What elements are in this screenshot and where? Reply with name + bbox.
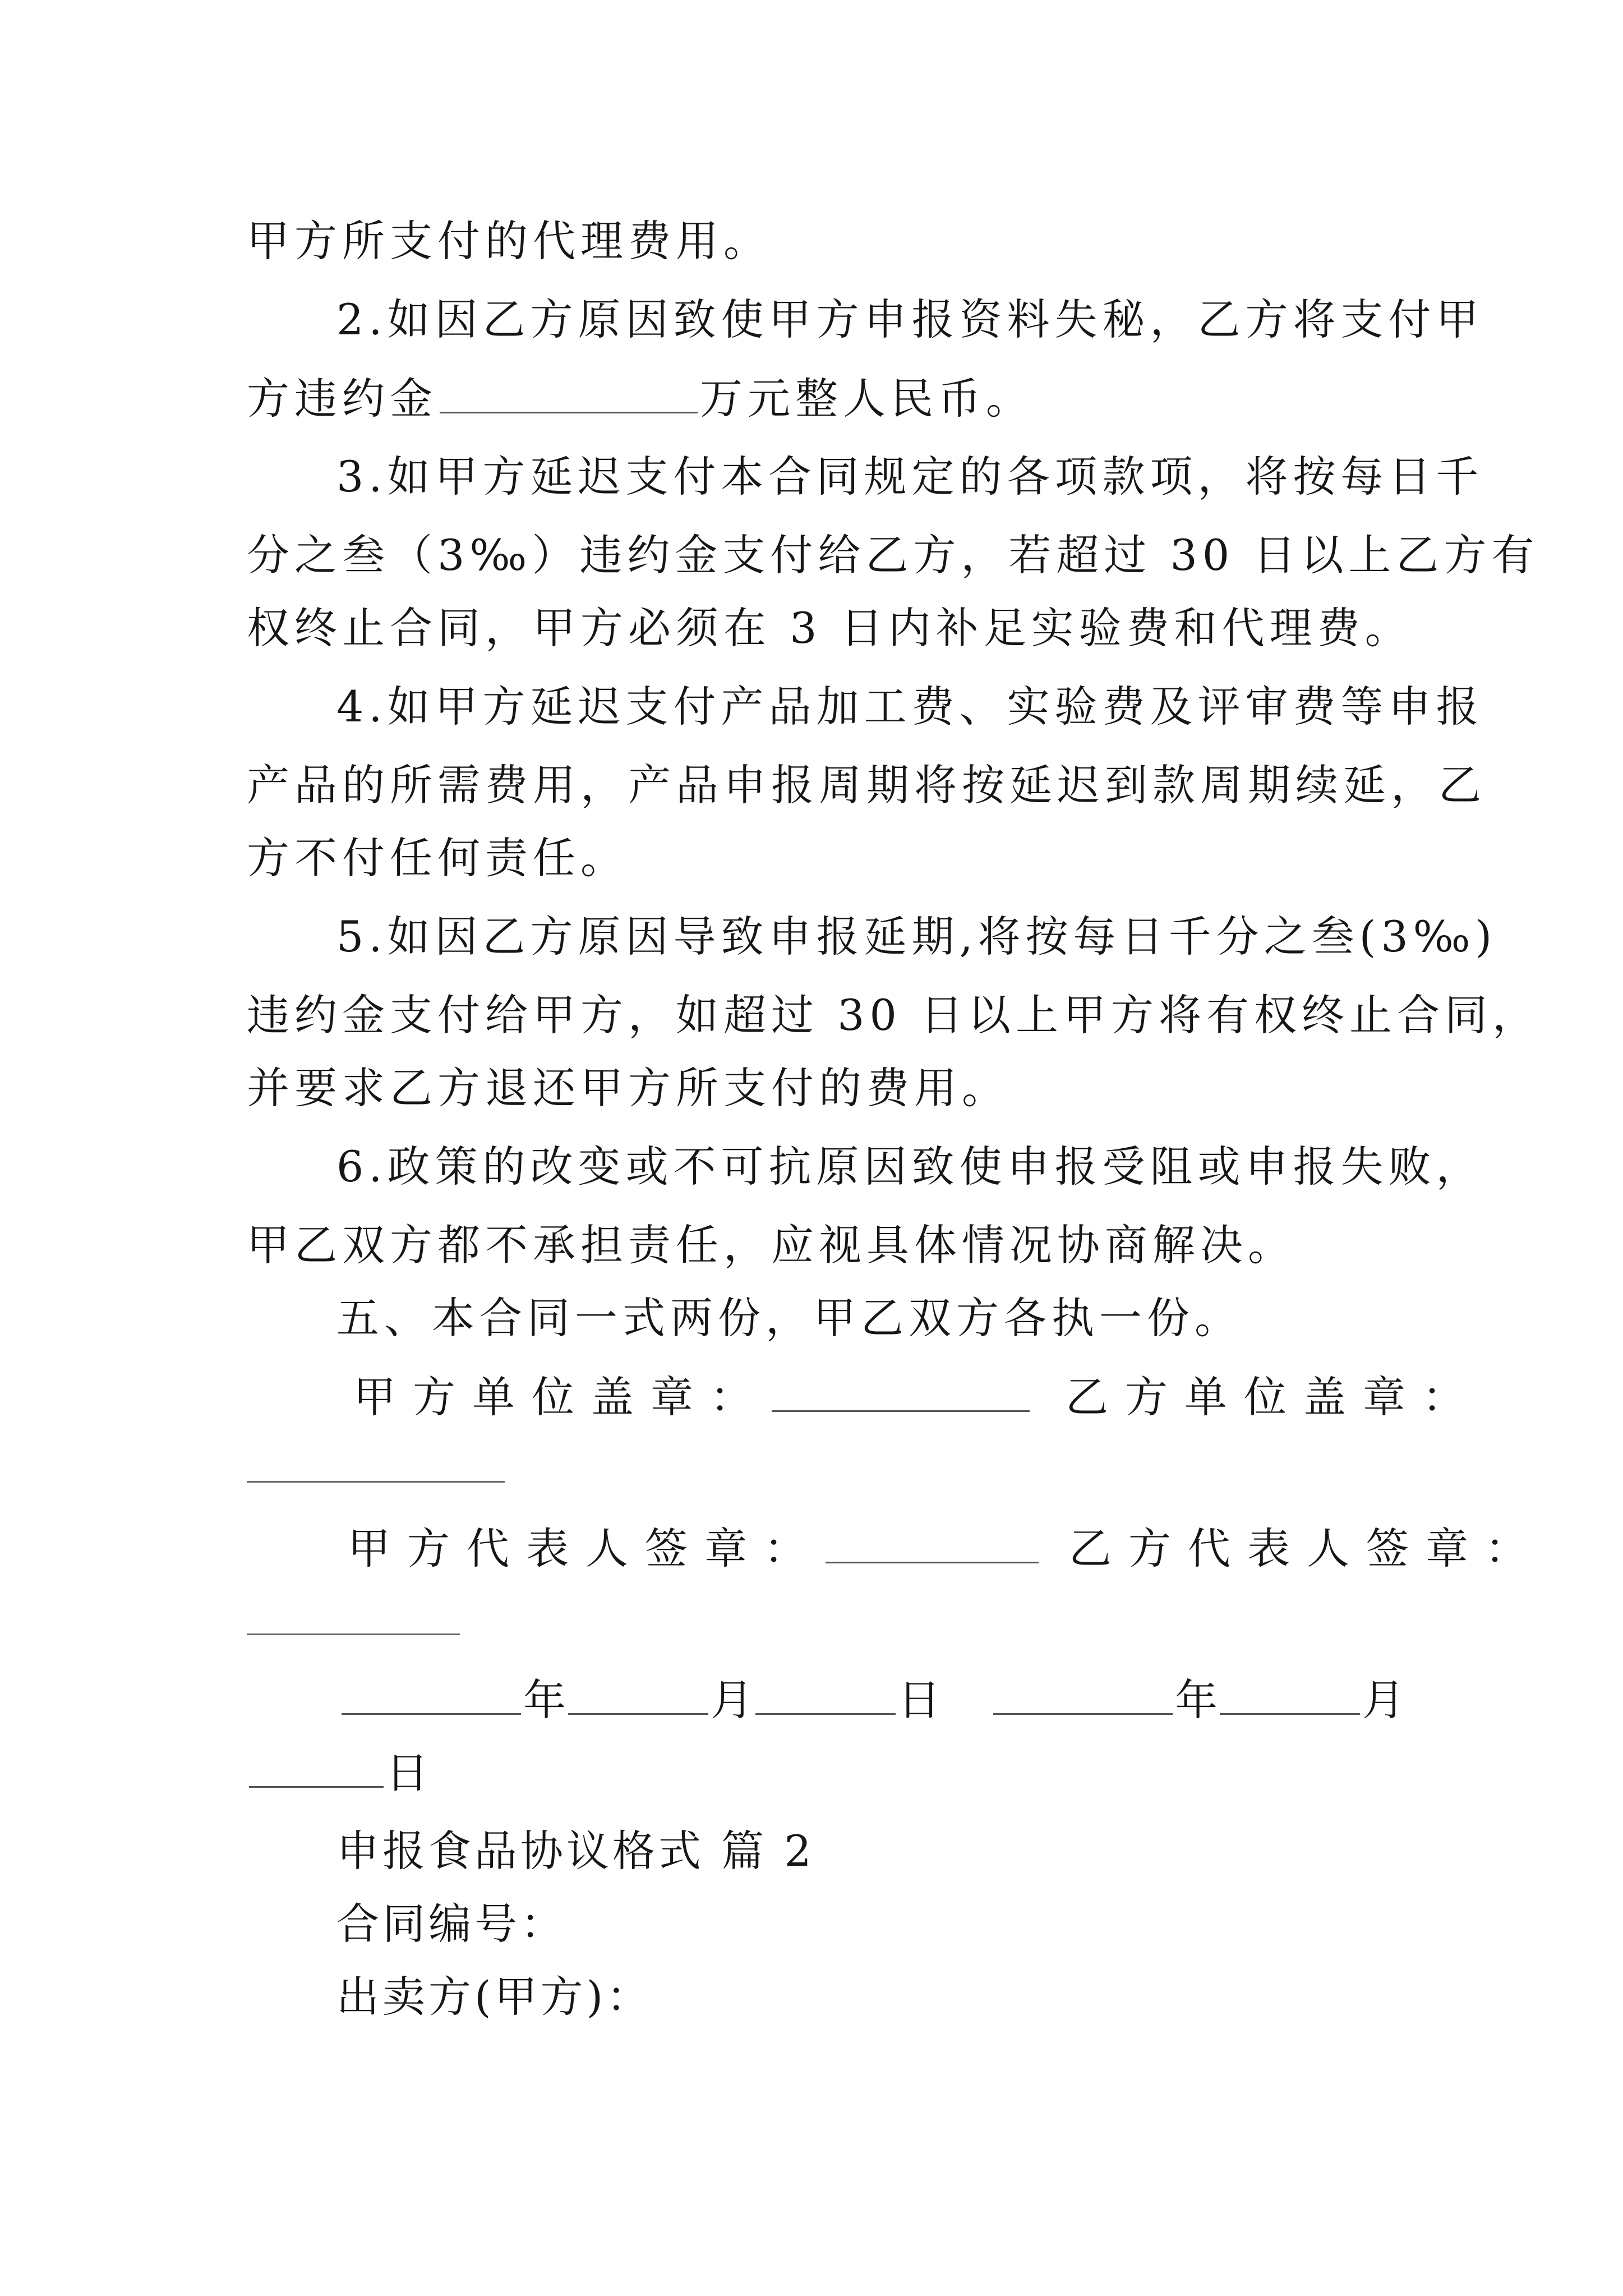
section-2-title: 申报食品协议格式 篇 2 bbox=[336, 1826, 815, 1876]
paragraph-line: 甲方所支付的代理费用。 bbox=[247, 216, 771, 266]
party-a-rep-label: 甲方代表人签章： bbox=[348, 1524, 823, 1573]
day-blank bbox=[249, 1745, 384, 1788]
clause-4-line: 方不付任何责任。 bbox=[247, 833, 628, 883]
month-blank bbox=[568, 1672, 708, 1715]
clause-4-line: 产品的所需费用，产品申报周期将按延迟到款周期续延，乙 bbox=[247, 760, 1486, 810]
clause-5-copies-line: 五、本合同一式两份，甲乙双方各执一份。 bbox=[336, 1293, 1242, 1343]
party-b-rep-blank bbox=[247, 1634, 460, 1635]
penalty-unit: 万元整人民币。 bbox=[700, 374, 1034, 424]
year-blank bbox=[342, 1672, 521, 1715]
clause-5-line: 5.如因乙方原因导致申报延期,将按每日千分之叁(3‰) bbox=[336, 912, 1497, 961]
date-line bbox=[339, 1672, 1405, 1728]
day-label: 日 bbox=[386, 1748, 428, 1798]
clause-3-line: 权终止合同，甲方必须在 3 日内补足实验费和代理费。 bbox=[247, 603, 1413, 653]
year-blank bbox=[993, 1672, 1173, 1715]
seal-line bbox=[353, 1369, 1482, 1425]
month-label: 月 bbox=[711, 1675, 753, 1725]
party-b-rep-label: 乙方代表人签章： bbox=[1069, 1524, 1544, 1573]
clause-5-line: 并要求乙方退还甲方所支付的费用。 bbox=[247, 1063, 1009, 1113]
penalty-amount-blank bbox=[440, 370, 698, 413]
date-line-continued bbox=[247, 1745, 1402, 1801]
clause-5-line: 违约金支付给甲方，如超过 30 日以上甲方将有权终止合同， bbox=[247, 990, 1541, 1040]
party-a-seal-blank bbox=[772, 1369, 1030, 1412]
year-label: 年 bbox=[523, 1675, 566, 1725]
clause-3-line: 分之叁（3‰）违约金支付给乙方，若超过 30 日以上乙方有 bbox=[247, 530, 1539, 580]
party-b-seal-label: 乙方单位盖章： bbox=[1066, 1372, 1482, 1422]
seller-label: 出卖方(甲方)： bbox=[336, 1972, 653, 2022]
representative-line bbox=[348, 1520, 1544, 1576]
month-blank bbox=[1220, 1672, 1360, 1715]
year-label: 年 bbox=[1175, 1675, 1218, 1725]
clause-6-line: 甲乙双方都不承担责任，应视具体情况协商解决。 bbox=[247, 1220, 1295, 1270]
party-b-seal-blank bbox=[247, 1481, 505, 1483]
clause-6-line: 6.政策的改变或不可抗原因致使申报受阻或申报失败， bbox=[336, 1142, 1484, 1191]
day-label: 日 bbox=[898, 1675, 940, 1725]
clause-4-line: 4.如甲方延迟支付产品加工费、实验费及评审费等申报 bbox=[336, 682, 1484, 731]
party-a-seal-label: 甲方单位盖章： bbox=[353, 1372, 769, 1422]
clause-2-line: 2.如因乙方原因致使甲方申报资料失秘，乙方将支付甲 bbox=[336, 295, 1484, 344]
month-label: 月 bbox=[1362, 1675, 1405, 1725]
penalty-label: 方违约金 bbox=[247, 374, 437, 424]
contract-number-label: 合同编号： bbox=[336, 1899, 566, 1949]
party-a-rep-blank bbox=[826, 1520, 1039, 1563]
day-blank bbox=[755, 1672, 896, 1715]
clause-2-penalty-line bbox=[247, 370, 1402, 426]
clause-3-line: 3.如甲方延迟支付本合同规定的各项款项，将按每日千 bbox=[336, 452, 1484, 501]
